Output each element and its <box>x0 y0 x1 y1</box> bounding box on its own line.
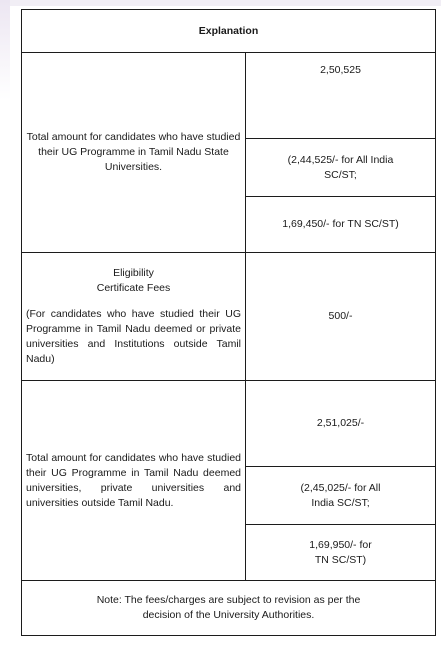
row-description-deemed-private: Total amount for candidates who have studied their UG Programme in Tamil Nadu deemed universities, private universities and universities outside Tamil Nadu. <box>22 381 246 581</box>
row-description-tn-state: Total amount for candidates who have studied their UG Programme in Tamil Nadu State Universities. <box>22 53 246 253</box>
table-note: Note: The fees/charges are subject to revision as per the decision of the University Authorities. <box>22 581 436 636</box>
table-row <box>22 253 436 381</box>
fee-value-tn-sc-st: 1,69,450/- for TN SC/ST) <box>246 197 436 253</box>
page-left-tint <box>0 0 10 100</box>
eligibility-description: (For candidates who have studied their UG Programme in Tamil Nadu deemed or private universities and Institutions outside Tamil Nadu) <box>26 308 241 365</box>
fee-value-all-india-sc-st: (2,45,025/- for All India SC/ST; <box>246 467 436 525</box>
table-header: Explanation <box>22 10 436 53</box>
page-top-tint <box>0 0 441 6</box>
fee-value-tn-sc-st: 1,69,950/- for TN SC/ST) <box>246 525 436 581</box>
fee-value-all-india-sc-st: (2,44,525/- for All India SC/ST; <box>246 139 436 197</box>
table-row <box>22 381 436 467</box>
fee-value-total: 2,51,025/- <box>246 381 436 467</box>
fee-value-total: 2,50,525 <box>246 53 436 139</box>
spacer <box>26 296 241 307</box>
row-description-eligibility <box>22 253 246 381</box>
fee-explanation-table <box>21 9 436 636</box>
table-note-row <box>22 581 436 636</box>
eligibility-title-line2: Certificate Fees <box>96 282 171 294</box>
eligibility-fee-value: 500/- <box>246 253 436 381</box>
table-row <box>22 53 436 139</box>
eligibility-title-line1: Eligibility <box>113 267 154 279</box>
table-header-row <box>22 10 436 53</box>
